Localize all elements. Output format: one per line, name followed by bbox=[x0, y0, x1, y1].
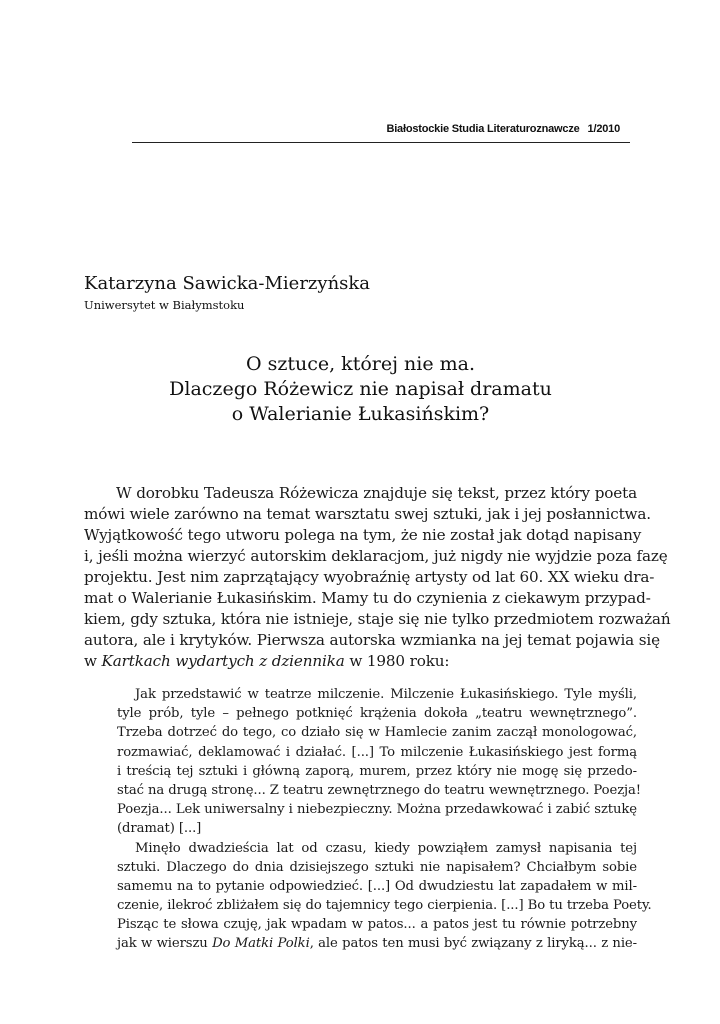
quote-line: Poezja... Lek uniwersalny i niebezpieczny. Można przedawkować i zabić sztukę bbox=[117, 802, 637, 818]
quote-line: Minęło dwadzieścia lat od czasu, kiedy powziąłem zamysł napisania tej bbox=[135, 840, 637, 856]
quote-line bbox=[117, 934, 637, 953]
running-header bbox=[386, 123, 620, 135]
body-text: w bbox=[84, 652, 102, 670]
author-name: Katarzyna Sawicka-Mierzyńska bbox=[84, 273, 371, 294]
quote-line: i treścią tej sztuki i główną zaporą, murem, przez który nie mogę się przedo- bbox=[117, 763, 637, 779]
quote-text: , ale patos ten musi być związany z liryką... z nie- bbox=[309, 936, 637, 952]
body-line bbox=[84, 651, 637, 672]
journal-title: Białostockie Studia Literaturoznawcze bbox=[386, 123, 580, 135]
body-line: kiem, gdy sztuka, która nie istnieje, staje się nie tylko przedmiotem rozważań bbox=[84, 610, 671, 628]
body-line: Wyjątkowość tego utworu polega na tym, że nie został jak dotąd napisany bbox=[84, 526, 642, 544]
author-affiliation: Uniwersytet w Białymstoku bbox=[84, 298, 245, 312]
quote-line: Pisząc te słowa czuję, jak wpadam w patos... a patos jest tu równie potrzebny bbox=[117, 917, 637, 933]
body-paragraph bbox=[84, 483, 671, 672]
cited-poem-title: Do Matki Polki bbox=[212, 936, 310, 952]
title-line: o Walerianie Łukasińskim? bbox=[231, 403, 490, 425]
quote-line: Trzeba dotrzeć do tego, co działo się w Hamlecie zanim zaczął monologować, bbox=[117, 725, 637, 741]
title-line: O sztuce, której nie ma. bbox=[245, 353, 476, 375]
quote-line: sztuki. Dlaczego do dnia dzisiejszego sztuki nie napisałem? Chciałbym sobie bbox=[117, 859, 637, 875]
body-line: W dorobku Tadeusza Różewicza znajduje się tekst, przez który poeta bbox=[116, 484, 637, 502]
body-line: autora, ale i krytyków. Pierwsza autorska wzmianka na jej temat pojawia się bbox=[84, 631, 660, 649]
issue-number: 1/2010 bbox=[587, 123, 620, 135]
body-line: mat o Walerianie Łukasińskim. Mamy tu do czynienia z ciekawym przypad- bbox=[84, 589, 651, 607]
title-line: Dlaczego Różewicz nie napisał dramatu bbox=[169, 378, 552, 400]
quote-line: rozmawiać, deklamować i działać. [...] To milczenie Łukasińskiego jest formą bbox=[117, 744, 637, 760]
quote-line: czenie, ilekroć zbliżałem się do tajemnicy tego cierpienia. [...] Bo tu trzeba Poety. bbox=[117, 898, 652, 914]
body-line: mówi wiele zarówno na temat warsztatu swej sztuki, jak i jej posłannictwa. bbox=[84, 505, 651, 523]
quote-line: samemu na to pytanie odpowiedzieć. [...] Od dwudziestu lat zapadałem w mil- bbox=[117, 878, 637, 894]
quote-line: Jak przedstawić w teatrze milczenie. Milczenie Łukasińskiego. Tyle myśli, bbox=[135, 687, 637, 702]
quote-line: tyle prób, tyle – pełnego potknięć krążenia dokoła „teatru wewnętrznego”. bbox=[117, 706, 637, 722]
body-text: w 1980 roku: bbox=[344, 652, 450, 670]
cited-work-title: Kartkach wydartych z dziennika bbox=[101, 652, 345, 670]
quote-line: (dramat) [...] bbox=[117, 821, 202, 837]
body-line: i, jeśli można wierzyć autorskim deklaracjom, już nigdy nie wyjdzie poza fazę bbox=[84, 547, 668, 565]
header-rule bbox=[132, 142, 630, 143]
body-line: projektu. Jest nim zaprzątający wyobraźnię artysty od lat 60. XX wieku dra- bbox=[84, 568, 655, 586]
quote-line: stać na drugą stronę... Z teatru zewnętrznego do teatru wewnętrznego. Poezja! bbox=[117, 782, 642, 798]
quote-text: jak w wierszu bbox=[117, 936, 213, 952]
block-quote bbox=[117, 685, 652, 954]
article-title bbox=[84, 352, 637, 427]
